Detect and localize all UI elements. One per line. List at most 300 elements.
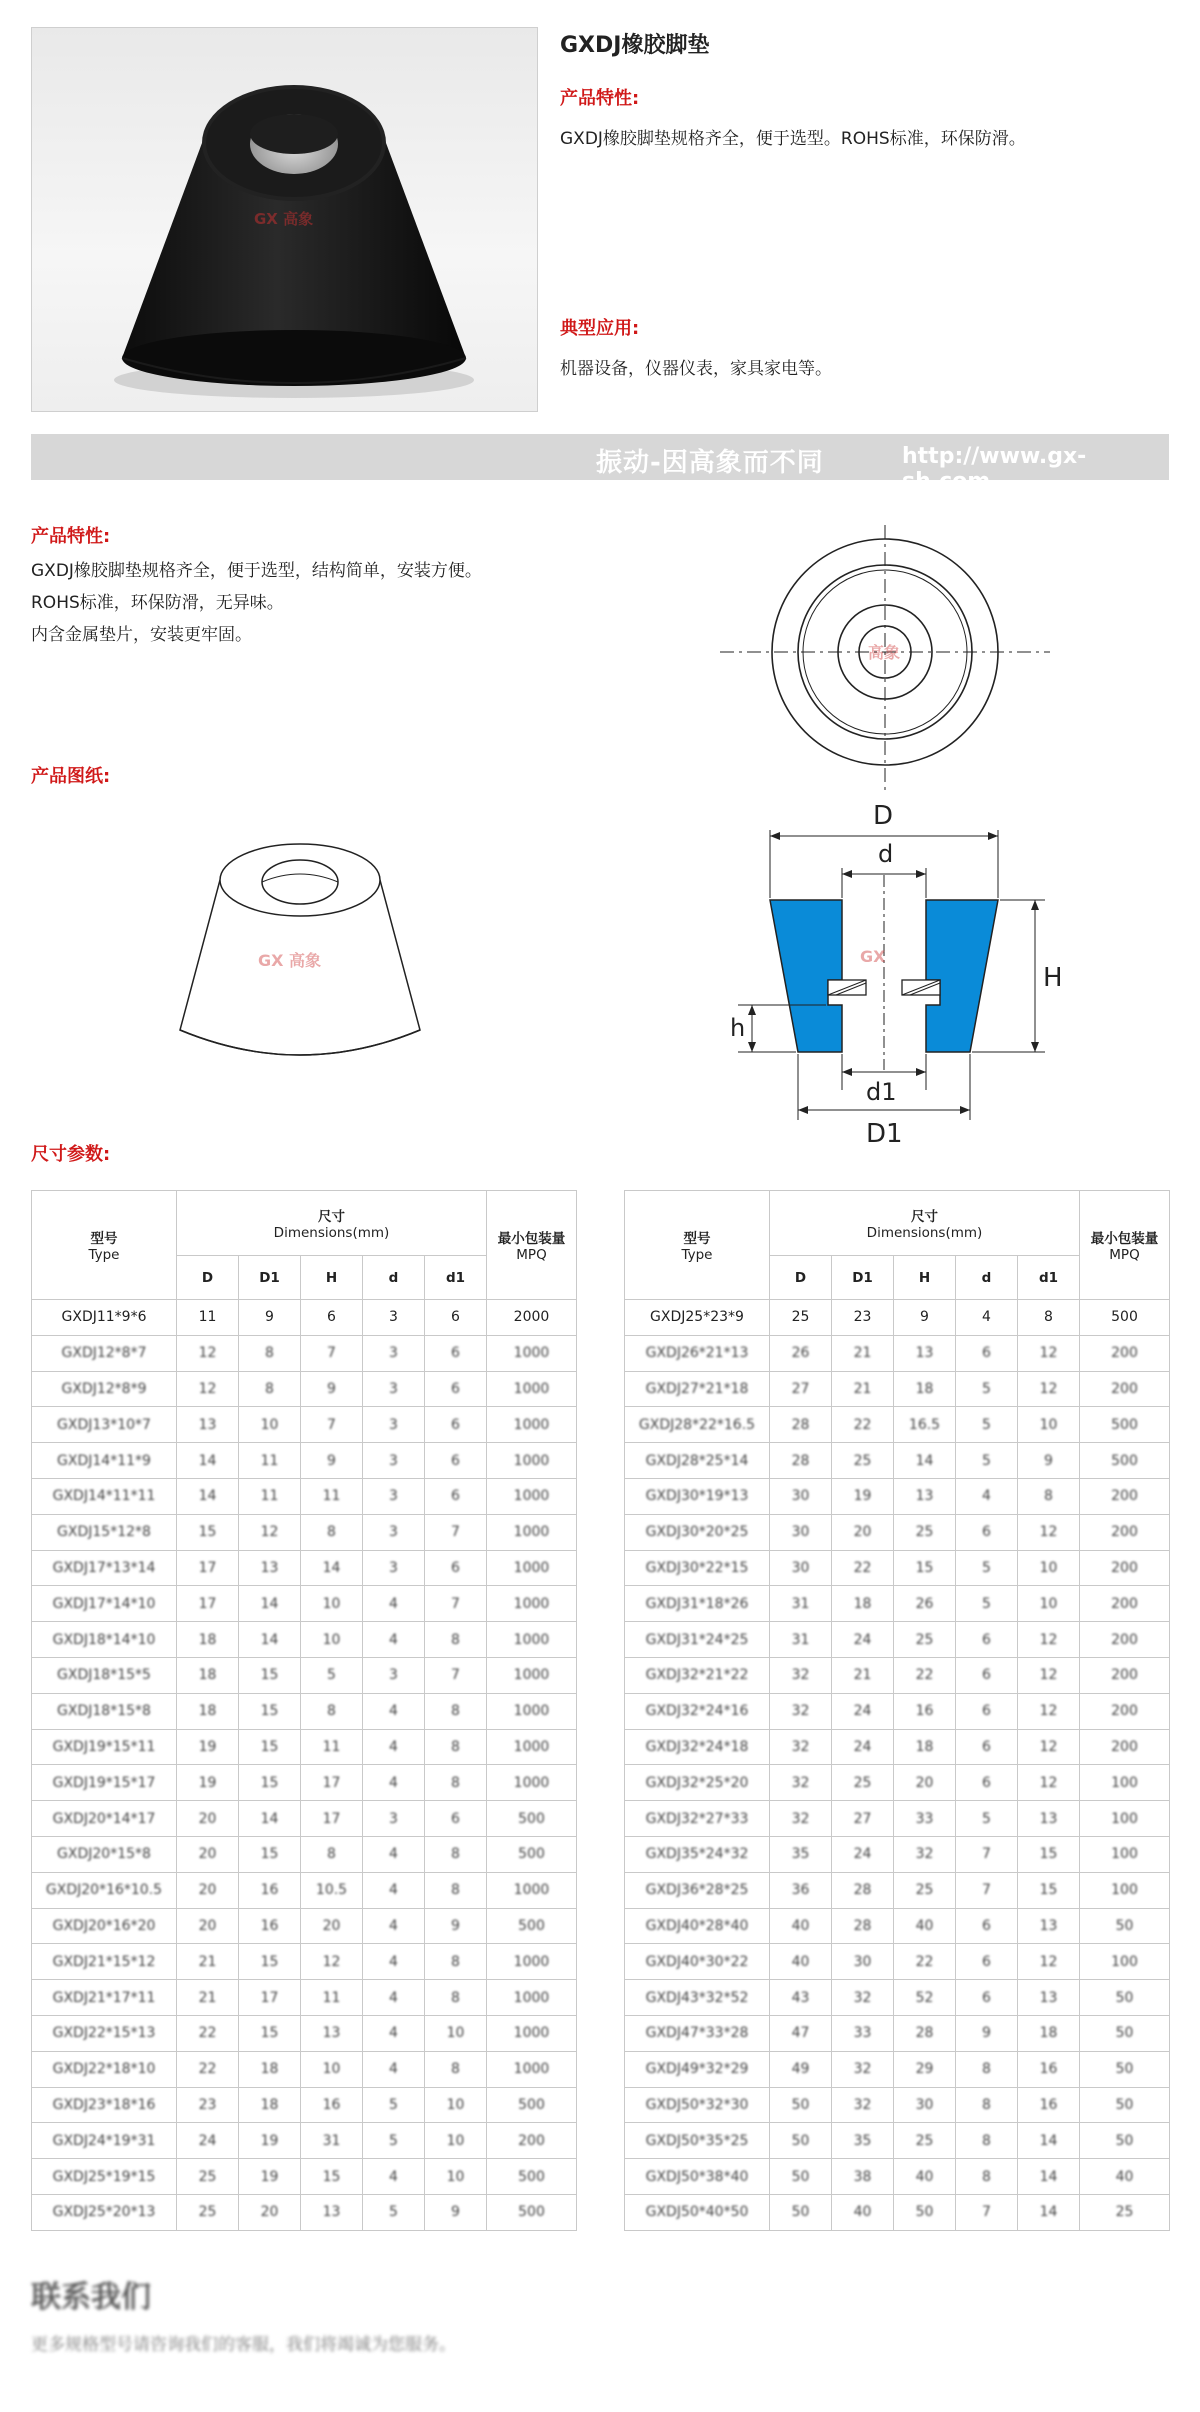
table-cell: 1000: [487, 1693, 577, 1729]
table-row: [32, 1514, 577, 1550]
cell-type: GXDJ18*15*5: [32, 1657, 177, 1693]
table-cell: 3: [363, 1371, 425, 1407]
table-cell: 30: [770, 1478, 832, 1514]
cell-type: GXDJ32*24*18: [625, 1729, 770, 1765]
table-cell: 500: [1080, 1443, 1170, 1479]
table-cell: 6: [956, 1944, 1018, 1980]
contact-heading: 联系我们: [31, 2280, 151, 2315]
table-row: [32, 1586, 577, 1622]
table-cell: 28: [832, 1908, 894, 1944]
header-type: 型号 Type: [625, 1191, 770, 1300]
table-cell: 6: [956, 1514, 1018, 1550]
table-cell: 10: [425, 2087, 487, 2123]
table-cell: 31: [770, 1622, 832, 1658]
table-cell: 8: [1018, 1478, 1080, 1514]
table-cell: 25: [832, 1765, 894, 1801]
table-cell: 29: [894, 2051, 956, 2087]
table-cell: 500: [487, 1836, 577, 1872]
cell-type: GXDJ40*28*40: [625, 1908, 770, 1944]
table-row: [32, 1801, 577, 1837]
features-heading: 产品特性:: [560, 88, 640, 109]
table-cell: 9: [425, 2194, 487, 2230]
table-cell: 200: [1080, 1693, 1170, 1729]
col-D: D: [770, 1256, 832, 1300]
table-cell: 20: [177, 1836, 239, 1872]
table-cell: 100: [1080, 1944, 1170, 1980]
dim-h-label: h: [730, 1014, 746, 1042]
dim-D1-label: D1: [866, 1119, 903, 1149]
table-cell: 6: [425, 1550, 487, 1586]
table-cell: 12: [1018, 1729, 1080, 1765]
table-cell: 30: [894, 2087, 956, 2123]
table-cell: 19: [239, 2123, 301, 2159]
table-cell: 15: [1018, 1872, 1080, 1908]
table-cell: 18: [1018, 2015, 1080, 2051]
header-type: 型号 Type: [32, 1191, 177, 1300]
table-row: [32, 1622, 577, 1658]
cell-type: GXDJ36*28*25: [625, 1872, 770, 1908]
table-cell: 500: [1080, 1407, 1170, 1443]
table-cell: 22: [177, 2015, 239, 2051]
cell-type: GXDJ30*19*13: [625, 1478, 770, 1514]
table-cell: 21: [177, 1944, 239, 1980]
table-cell: 10: [301, 1586, 363, 1622]
table-cell: 12: [1018, 1944, 1080, 1980]
cell-type: GXDJ50*32*30: [625, 2087, 770, 2123]
table-cell: 13: [1018, 1908, 1080, 1944]
table-cell: 24: [832, 1622, 894, 1658]
table-cell: 6: [956, 1693, 1018, 1729]
table-cell: 6: [956, 1729, 1018, 1765]
header-dimensions: 尺寸 Dimensions(mm): [770, 1191, 1080, 1256]
cell-type: GXDJ12*8*7: [32, 1335, 177, 1371]
table-cell: 15: [177, 1514, 239, 1550]
table-cell: 32: [770, 1801, 832, 1837]
cell-type: GXDJ20*16*20: [32, 1908, 177, 1944]
section-drawing: [730, 790, 1070, 1150]
table-cell: 8: [425, 1693, 487, 1729]
table-cell: 22: [894, 1944, 956, 1980]
table-cell: 40: [770, 1944, 832, 1980]
banner-url[interactable]: http://www.gx-sh.com: [902, 444, 1087, 494]
table-cell: 11: [239, 1478, 301, 1514]
header-mpq: 最小包装量 MPQ: [487, 1191, 577, 1300]
table-cell: 19: [239, 2159, 301, 2195]
table-cell: 35: [770, 1836, 832, 1872]
table-row: [32, 1872, 577, 1908]
table-cell: 11: [301, 1478, 363, 1514]
table-cell: 7: [425, 1514, 487, 1550]
header-dimensions: 尺寸 Dimensions(mm): [177, 1191, 487, 1256]
table-cell: 8: [956, 2087, 1018, 2123]
table-cell: 50: [1080, 2123, 1170, 2159]
table-cell: 14: [239, 1801, 301, 1837]
table-cell: 1000: [487, 1980, 577, 2016]
table-cell: 1000: [487, 1765, 577, 1801]
watermark-logo: GX: [860, 947, 886, 966]
table-cell: 1000: [487, 1586, 577, 1622]
table-cell: 30: [832, 1944, 894, 1980]
table-cell: 21: [832, 1657, 894, 1693]
table-cell: 20: [301, 1908, 363, 1944]
table-cell: 25: [894, 1622, 956, 1658]
table-row: [32, 1335, 577, 1371]
table-cell: 1000: [487, 1478, 577, 1514]
table-cell: 12: [1018, 1765, 1080, 1801]
table-cell: 12: [177, 1371, 239, 1407]
table-cell: 10: [239, 1407, 301, 1443]
table-row: [625, 1407, 1170, 1443]
table-cell: 26: [894, 1586, 956, 1622]
table-cell: 500: [487, 2087, 577, 2123]
table-cell: 3: [363, 1550, 425, 1586]
cell-type: GXDJ32*21*22: [625, 1657, 770, 1693]
table-cell: 22: [894, 1657, 956, 1693]
table-cell: 15: [239, 1765, 301, 1801]
table-row: [625, 1514, 1170, 1550]
table-cell: 9: [239, 1300, 301, 1336]
table-cell: 36: [770, 1872, 832, 1908]
table-row: [625, 1371, 1170, 1407]
table-cell: 9: [1018, 1443, 1080, 1479]
table-cell: 20: [832, 1514, 894, 1550]
table-cell: 7: [425, 1657, 487, 1693]
table-cell: 25: [894, 2123, 956, 2159]
table-cell: 14: [1018, 2123, 1080, 2159]
table-cell: 8: [425, 1980, 487, 2016]
table-cell: 6: [425, 1335, 487, 1371]
table-cell: 19: [832, 1478, 894, 1514]
table-cell: 200: [487, 2123, 577, 2159]
table-cell: 4: [363, 2015, 425, 2051]
table-cell: 3: [363, 1478, 425, 1514]
cell-type: GXDJ40*30*22: [625, 1944, 770, 1980]
table-cell: 4: [363, 2159, 425, 2195]
table-cell: 14: [301, 1550, 363, 1586]
cell-type: GXDJ18*14*10: [32, 1622, 177, 1658]
dim-d1-label: d1: [866, 1078, 897, 1106]
cell-type: GXDJ50*35*25: [625, 2123, 770, 2159]
table-cell: 16: [301, 2087, 363, 2123]
table-cell: 16.5: [894, 1407, 956, 1443]
table-cell: 15: [239, 1836, 301, 1872]
table-cell: 4: [363, 1586, 425, 1622]
table-cell: 18: [894, 1371, 956, 1407]
table-cell: 40: [770, 1908, 832, 1944]
table-row: [625, 2015, 1170, 2051]
cell-type: GXDJ12*8*9: [32, 1371, 177, 1407]
table-cell: 52: [894, 1980, 956, 2016]
cell-type: GXDJ25*23*9: [625, 1300, 770, 1336]
table-cell: 20: [894, 1765, 956, 1801]
table-cell: 13: [239, 1550, 301, 1586]
table-cell: 6: [956, 1622, 1018, 1658]
table-row: [32, 1908, 577, 1944]
cell-type: GXDJ18*15*8: [32, 1693, 177, 1729]
table-row: [32, 1371, 577, 1407]
cell-type: GXDJ17*14*10: [32, 1586, 177, 1622]
table-cell: 49: [770, 2051, 832, 2087]
table-cell: 23: [832, 1300, 894, 1336]
table-cell: 9: [425, 1908, 487, 1944]
col-D: D: [177, 1256, 239, 1300]
table-row: [625, 1765, 1170, 1801]
table-cell: 35: [832, 2123, 894, 2159]
table-cell: 43: [770, 1980, 832, 2016]
table-cell: 12: [1018, 1335, 1080, 1371]
col-H: H: [301, 1256, 363, 1300]
table-cell: 15: [301, 2159, 363, 2195]
table-row: [32, 1693, 577, 1729]
table-cell: 11: [301, 1729, 363, 1765]
table-cell: 32: [832, 1980, 894, 2016]
table-cell: 22: [832, 1407, 894, 1443]
table-cell: 18: [177, 1622, 239, 1658]
table-cell: 6: [425, 1371, 487, 1407]
table-cell: 10: [301, 2051, 363, 2087]
table-row: [32, 2123, 577, 2159]
table-cell: 1000: [487, 1371, 577, 1407]
table-cell: 30: [770, 1550, 832, 1586]
cell-type: GXDJ25*19*15: [32, 2159, 177, 2195]
col-H: H: [894, 1256, 956, 1300]
details-feature-line-2: ROHS标准，环保防滑，无异味。: [31, 593, 284, 613]
table-cell: 38: [832, 2159, 894, 2195]
table-cell: 12: [1018, 1657, 1080, 1693]
rubber-foot-photo: [32, 28, 537, 411]
table-cell: 13: [301, 2015, 363, 2051]
application-heading: 典型应用:: [560, 318, 640, 339]
table-cell: 50: [1080, 1908, 1170, 1944]
table-row: [625, 1729, 1170, 1765]
table-cell: 16: [894, 1693, 956, 1729]
table-cell: 12: [1018, 1371, 1080, 1407]
cell-type: GXDJ50*38*40: [625, 2159, 770, 2195]
table-cell: 17: [177, 1586, 239, 1622]
table-cell: 1000: [487, 1657, 577, 1693]
table-cell: 10: [425, 2159, 487, 2195]
table-cell: 8: [301, 1514, 363, 1550]
table-cell: 7: [956, 2194, 1018, 2230]
table-cell: 33: [894, 1801, 956, 1837]
table-row: [32, 1944, 577, 1980]
cell-type: GXDJ13*10*7: [32, 1407, 177, 1443]
table-cell: 16: [239, 1872, 301, 1908]
table-row: [32, 2015, 577, 2051]
table-cell: 20: [239, 2194, 301, 2230]
product-photo: [31, 27, 538, 412]
table-cell: 11: [177, 1300, 239, 1336]
table-cell: 28: [770, 1443, 832, 1479]
table-cell: 8: [956, 2123, 1018, 2159]
col-d1: d1: [425, 1256, 487, 1300]
table-cell: 8: [956, 2051, 1018, 2087]
table-cell: 1000: [487, 1335, 577, 1371]
table-cell: 200: [1080, 1478, 1170, 1514]
table-cell: 25: [894, 1872, 956, 1908]
table-cell: 4: [363, 1765, 425, 1801]
table-cell: 500: [487, 2194, 577, 2230]
table-cell: 17: [177, 1550, 239, 1586]
table-row: [625, 2123, 1170, 2159]
table-cell: 8: [239, 1371, 301, 1407]
table-cell: 15: [1018, 1836, 1080, 1872]
table-row: [625, 1586, 1170, 1622]
table-row: [32, 1407, 577, 1443]
table-cell: 6: [425, 1801, 487, 1837]
table-cell: 14: [239, 1622, 301, 1658]
table-cell: 3: [363, 1300, 425, 1336]
table-cell: 24: [177, 2123, 239, 2159]
table-cell: 22: [177, 2051, 239, 2087]
table-row: [625, 1478, 1170, 1514]
table-cell: 200: [1080, 1550, 1170, 1586]
table-cell: 2000: [487, 1300, 577, 1336]
cell-type: GXDJ28*25*14: [625, 1443, 770, 1479]
table-cell: 25: [770, 1300, 832, 1336]
table-cell: 15: [239, 1944, 301, 1980]
table-cell: 32: [832, 2087, 894, 2123]
table-cell: 5: [956, 1801, 1018, 1837]
cell-type: GXDJ20*16*10.5: [32, 1872, 177, 1908]
table-cell: 9: [301, 1443, 363, 1479]
table-cell: 20: [177, 1801, 239, 1837]
table-cell: 21: [832, 1371, 894, 1407]
cell-type: GXDJ14*11*9: [32, 1443, 177, 1479]
table-cell: 40: [832, 2194, 894, 2230]
slogan-banner: [31, 434, 1169, 494]
table-cell: 13: [894, 1478, 956, 1514]
table-cell: 21: [832, 1335, 894, 1371]
table-row: [625, 1300, 1170, 1336]
table-cell: 50: [770, 2087, 832, 2123]
table-cell: 6: [425, 1300, 487, 1336]
table-cell: 7: [301, 1407, 363, 1443]
table-cell: 27: [832, 1801, 894, 1837]
table-cell: 50: [894, 2194, 956, 2230]
table-row: [625, 1335, 1170, 1371]
table-row: [32, 2194, 577, 2230]
table-cell: 200: [1080, 1514, 1170, 1550]
table-row: [32, 1980, 577, 2016]
params-heading: 尺寸参数:: [31, 1144, 111, 1165]
cell-type: GXDJ26*21*13: [625, 1335, 770, 1371]
table-cell: 47: [770, 2015, 832, 2051]
table-cell: 28: [832, 1872, 894, 1908]
table-cell: 18: [177, 1657, 239, 1693]
table-cell: 15: [239, 2015, 301, 2051]
spec-table-left: [31, 1190, 577, 2231]
col-D1: D1: [239, 1256, 301, 1300]
table-cell: 5: [956, 1443, 1018, 1479]
table-row: [32, 1765, 577, 1801]
table-cell: 4: [956, 1300, 1018, 1336]
details-feature-line-3: 内含金属垫片，安装更牢固。: [31, 625, 252, 645]
table-cell: 500: [1080, 1300, 1170, 1336]
table-cell: 6: [956, 1908, 1018, 1944]
table-cell: 8: [425, 1836, 487, 1872]
table-cell: 18: [239, 2051, 301, 2087]
table-cell: 25: [177, 2159, 239, 2195]
table-cell: 1000: [487, 1872, 577, 1908]
table-cell: 4: [363, 2051, 425, 2087]
table-cell: 10: [1018, 1586, 1080, 1622]
table-cell: 4: [363, 1729, 425, 1765]
cell-type: GXDJ31*18*26: [625, 1586, 770, 1622]
table-cell: 14: [239, 1586, 301, 1622]
table-cell: 17: [301, 1765, 363, 1801]
dim-D-label: D: [873, 801, 894, 831]
table-cell: 1000: [487, 1550, 577, 1586]
cell-type: GXDJ19*15*11: [32, 1729, 177, 1765]
table-cell: 7: [425, 1586, 487, 1622]
cell-type: GXDJ32*27*33: [625, 1801, 770, 1837]
table-row: [32, 2087, 577, 2123]
table-cell: 1000: [487, 1729, 577, 1765]
table-cell: 12: [1018, 1622, 1080, 1658]
table-cell: 8: [425, 2051, 487, 2087]
table-row: [32, 1729, 577, 1765]
watermark-logo: GX 高象: [254, 210, 314, 228]
table-cell: 6: [425, 1478, 487, 1514]
table-cell: 9: [956, 2015, 1018, 2051]
table-cell: 20: [177, 1872, 239, 1908]
table-cell: 5: [363, 2087, 425, 2123]
table-cell: 1000: [487, 1407, 577, 1443]
details-features-heading: 产品特性:: [31, 526, 111, 547]
table-cell: 10: [425, 2123, 487, 2159]
col-d1: d1: [1018, 1256, 1080, 1300]
table-cell: 12: [1018, 1693, 1080, 1729]
table-cell: 14: [1018, 2159, 1080, 2195]
table-cell: 9: [894, 1300, 956, 1336]
table-cell: 12: [177, 1335, 239, 1371]
table-cell: 1000: [487, 2051, 577, 2087]
table-cell: 4: [363, 1872, 425, 1908]
table-cell: 50: [1080, 2015, 1170, 2051]
cell-type: GXDJ11*9*6: [32, 1300, 177, 1336]
table-row: [32, 1478, 577, 1514]
table-cell: 6: [956, 1765, 1018, 1801]
table-cell: 12: [301, 1944, 363, 1980]
table-cell: 8: [425, 1944, 487, 1980]
features-text: GXDJ橡胶脚垫规格齐全，便于选型。ROHS标准，环保防滑。: [560, 129, 1026, 149]
table-cell: 13: [301, 2194, 363, 2230]
table-cell: 5: [301, 1657, 363, 1693]
table-cell: 10: [1018, 1550, 1080, 1586]
table-cell: 4: [363, 1622, 425, 1658]
details-feature-line-1: GXDJ橡胶脚垫规格齐全，便于选型，结构简单，安装方便。: [31, 561, 482, 581]
table-row: [625, 2087, 1170, 2123]
table-cell: 28: [894, 2015, 956, 2051]
table-cell: 1000: [487, 1944, 577, 1980]
cell-type: GXDJ43*32*52: [625, 1980, 770, 2016]
table-cell: 8: [301, 1693, 363, 1729]
table-row: [32, 2159, 577, 2195]
table-cell: 24: [832, 1729, 894, 1765]
table-cell: 16: [1018, 2051, 1080, 2087]
cell-type: GXDJ47*33*28: [625, 2015, 770, 2051]
watermark-logo: GX 高象: [258, 951, 322, 970]
table-cell: 6: [956, 1980, 1018, 2016]
table-cell: 24: [832, 1836, 894, 1872]
cell-type: GXDJ17*13*14: [32, 1550, 177, 1586]
table-cell: 16: [239, 1908, 301, 1944]
table-cell: 25: [1080, 2194, 1170, 2230]
cell-type: GXDJ23*18*16: [32, 2087, 177, 2123]
table-cell: 200: [1080, 1586, 1170, 1622]
table-cell: 200: [1080, 1371, 1170, 1407]
